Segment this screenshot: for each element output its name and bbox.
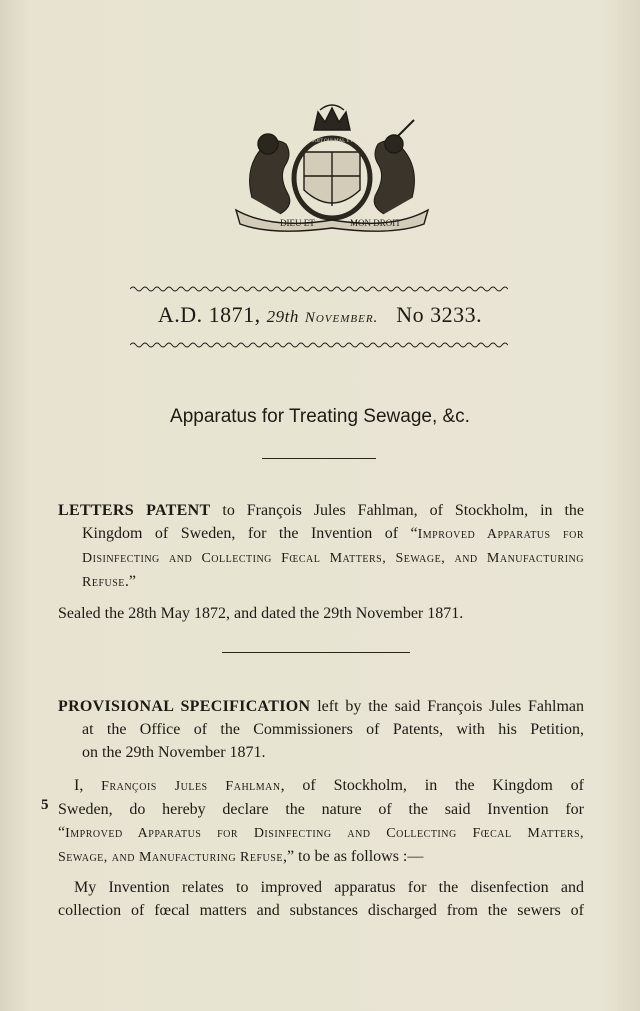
provisional-paragraph xyxy=(58,695,584,764)
document-title: Apparatus for Treating Sewage, &c. xyxy=(170,406,470,427)
prov-line-1: PROVISIONAL SPECIFICATION left by the said François Jules Fahlman xyxy=(58,698,585,715)
royal-coat-of-arms-icon xyxy=(232,102,432,234)
lp-heading: LETTERS PATENT xyxy=(58,502,211,519)
lp-line-1: LETTERS PATENT to François Jules Fahlman, of Stockholm, in the xyxy=(58,502,584,519)
lp-line-3: Disinfecting and Collecting Fœcal Matters, Sewage, and Manufacturing xyxy=(82,551,584,566)
prov-line-2: at the Office of the Commissioners of Patents, with his Petition, xyxy=(82,721,584,738)
wavy-rule-bottom xyxy=(130,341,508,349)
inv-line-2: collection of fœcal matters and substances discharged from the sewers of xyxy=(58,902,584,919)
sealed-text: Sealed the 28th May 1872, and dated the 29th November 1871. xyxy=(58,605,464,622)
lp-line-2: Kingdom of Sweden, for the Invention of “Improved Apparatus for xyxy=(82,525,584,542)
decl-line-3: “Improved Apparatus for Disinfecting and Collecting Fœcal Matters, xyxy=(58,824,584,841)
lp-line-4: Refuse.” xyxy=(82,573,137,590)
inv-line-1: My Invention relates to improved apparatus for the disenfection and xyxy=(74,879,584,896)
letters-patent-paragraph xyxy=(58,499,584,594)
patent-number: No 3233. xyxy=(396,302,483,327)
inventor-name: François Jules Fahlman xyxy=(101,779,281,794)
divider-1 xyxy=(262,458,376,459)
decl-line-1: I, François Jules Fahlman, of Stockholm, in the Kingdom of xyxy=(74,777,584,794)
garter-motto: HONI SOIT QUI MAL Y PENSE xyxy=(297,139,367,144)
sealed-line xyxy=(58,602,584,625)
invention-paragraph xyxy=(58,876,584,922)
header-month: November. xyxy=(304,310,379,326)
motto-right: MON DROIT xyxy=(350,218,401,228)
decl-line-2: Sweden, do hereby declare the nature of the said Invention for xyxy=(58,801,584,818)
prov-heading: PROVISIONAL SPECIFICATION xyxy=(58,698,311,715)
declaration-paragraph xyxy=(58,774,584,869)
prov-line-3: on the 29th November 1871. xyxy=(82,744,266,761)
margin-line-number: 5 xyxy=(41,797,49,813)
patent-header xyxy=(0,302,640,328)
wavy-rule-top xyxy=(130,285,508,293)
header-day: 29th xyxy=(266,307,299,326)
divider-2 xyxy=(222,652,410,653)
header-year: A.D. 1871, xyxy=(157,302,261,327)
motto-left: DIEU ET xyxy=(280,218,315,228)
decl-line-4: Sewage, and Manufacturing Refuse,” to be as follows :— xyxy=(58,848,424,865)
